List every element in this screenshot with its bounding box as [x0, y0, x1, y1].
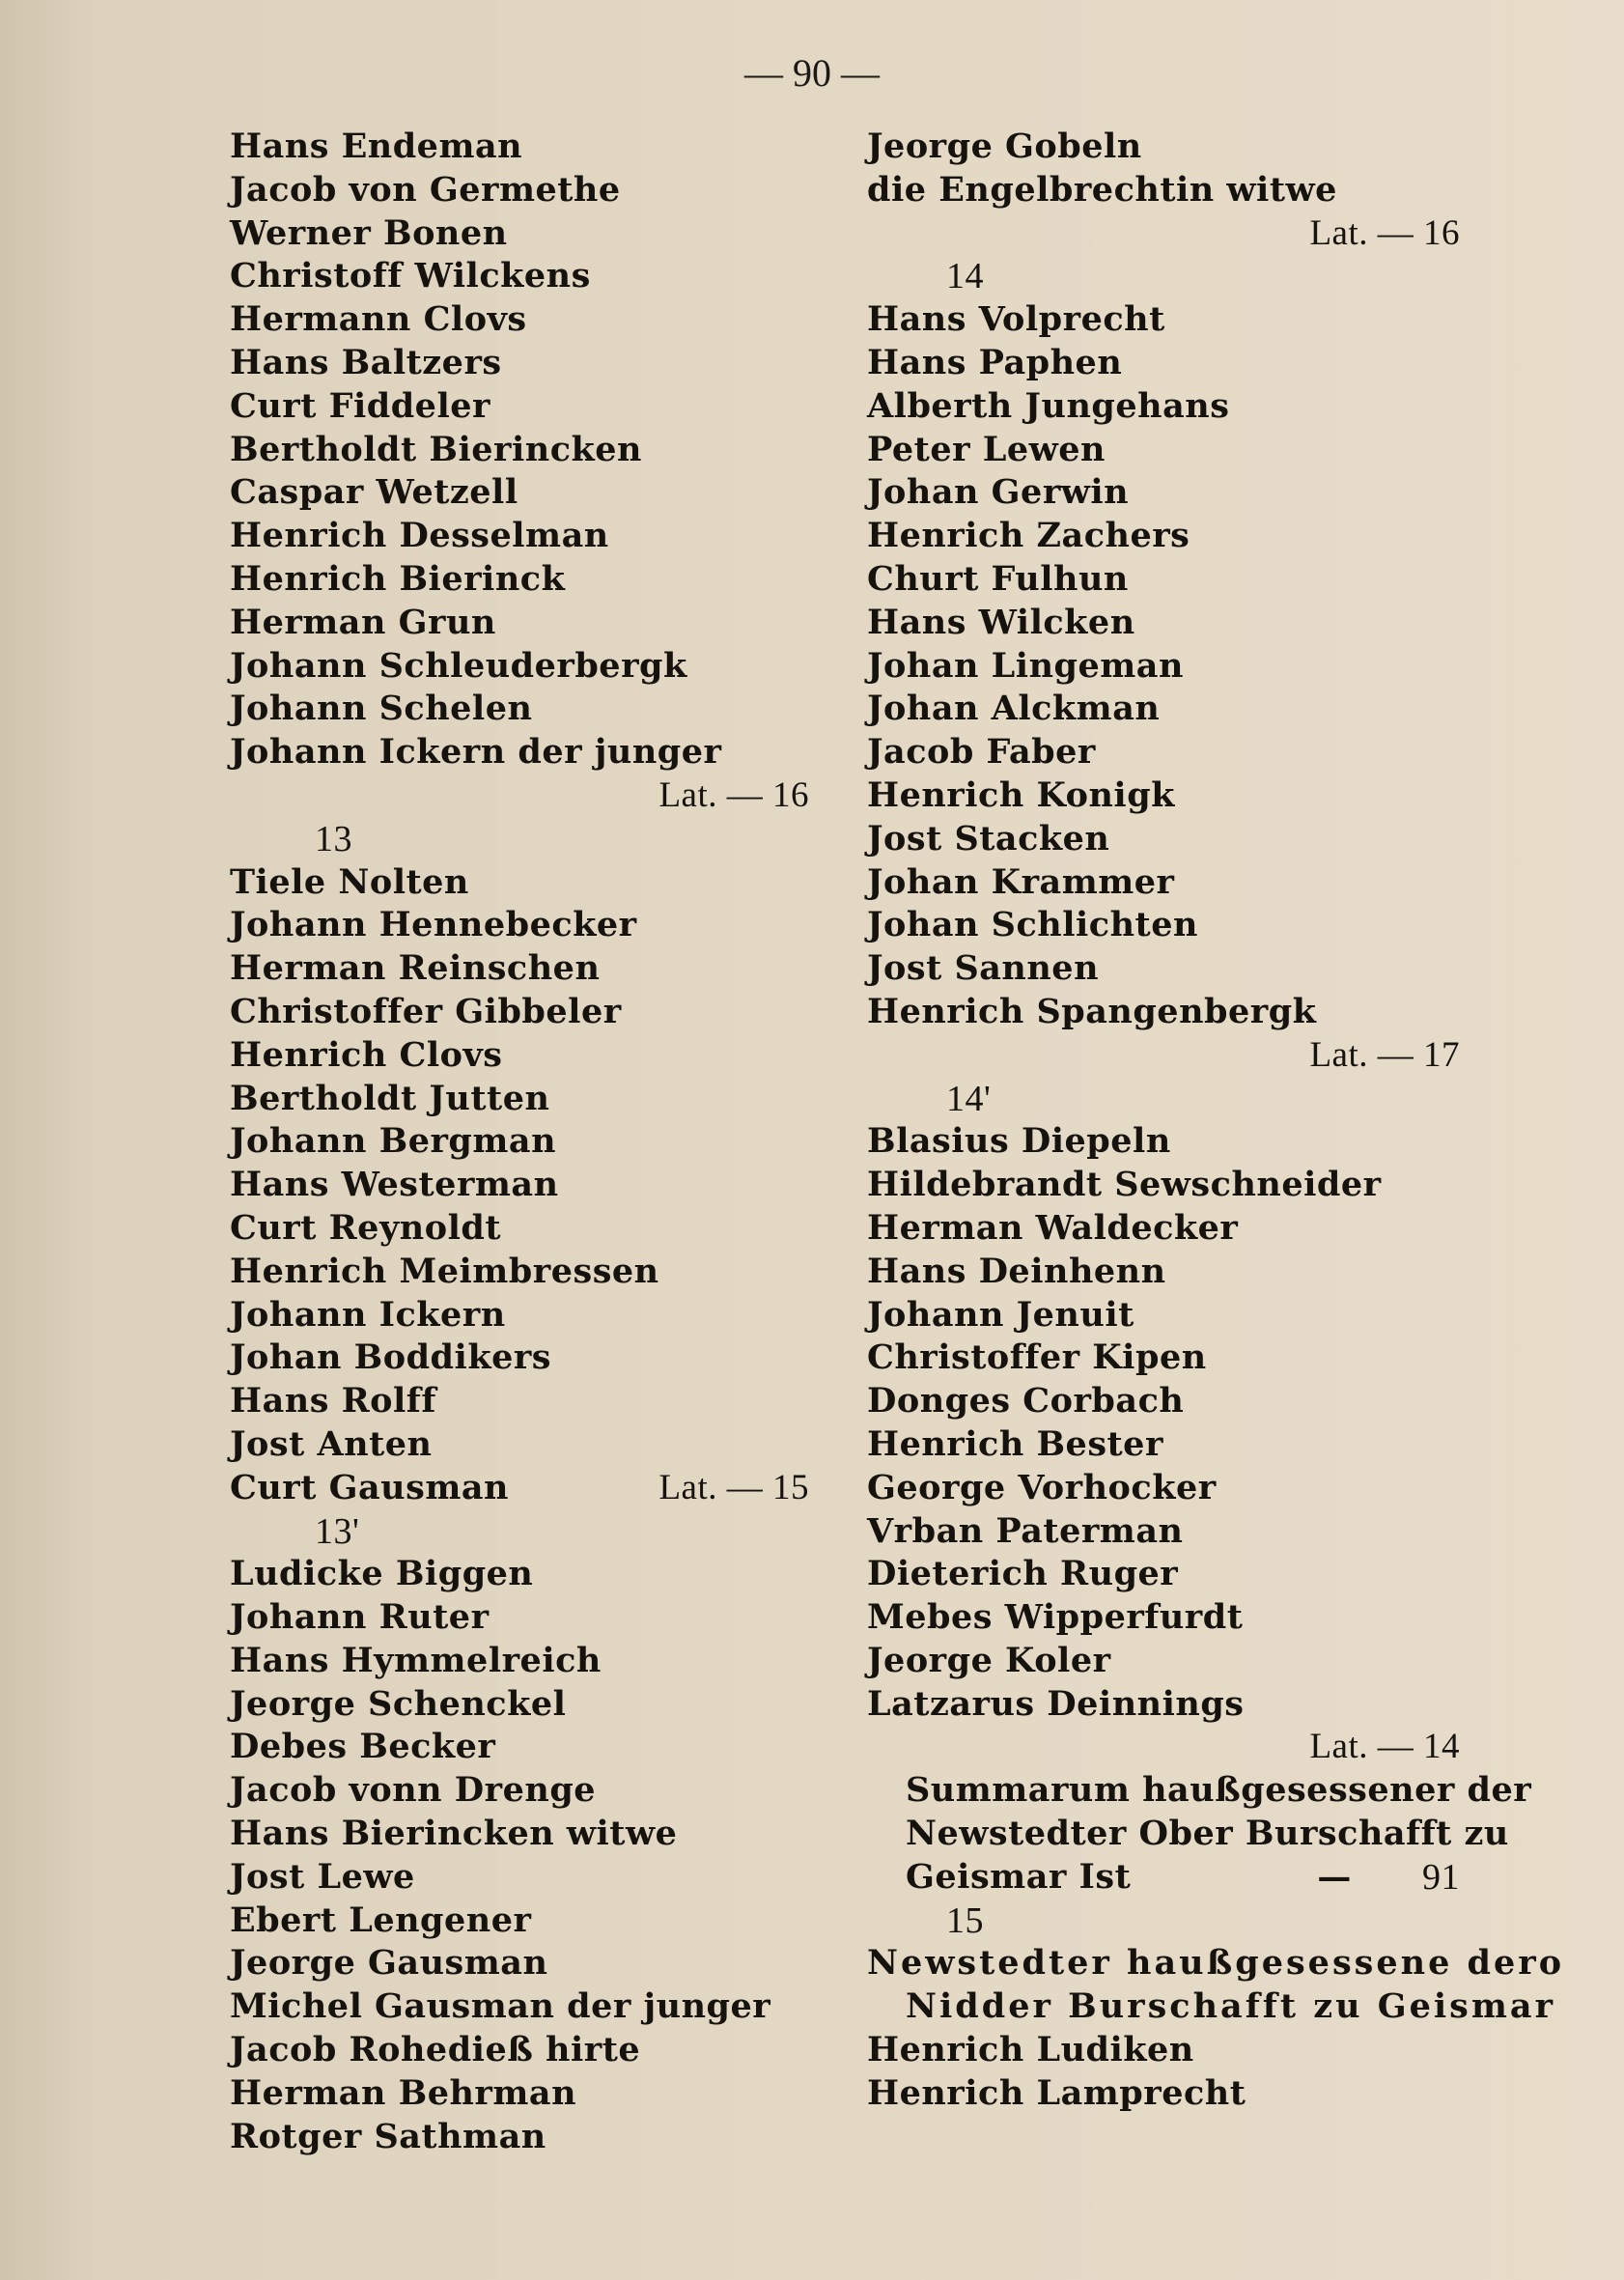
list-item: Bertholdt Jutten: [230, 1078, 550, 1118]
list-item: Donges Corbach: [867, 1381, 1185, 1421]
section-heading-13b: 13': [315, 1510, 360, 1552]
name-list-group-a: [230, 126, 809, 774]
list-item: Johan Krammer: [867, 861, 1175, 902]
section-heading-14: 14: [946, 256, 984, 297]
list-item: Dieterich Ruger: [867, 1554, 1179, 1594]
list-item: Johann Ruter: [230, 1597, 490, 1638]
list-item: Mebes Wipperfurdt: [867, 1597, 1244, 1638]
list-item: Ludicke Biggen: [230, 1554, 534, 1594]
list-item: Christoffer Kipen: [867, 1337, 1207, 1378]
list-item: Blasius Diepeln: [867, 1121, 1171, 1162]
list-item: Johan Lingeman: [867, 645, 1184, 686]
list-item: Churt Fulhun: [867, 558, 1129, 599]
right-column: [867, 126, 1565, 2116]
list-item: Henrich Zachers: [867, 516, 1190, 556]
section-heading-15: 15: [946, 1900, 984, 1941]
list-item-with-total: [230, 1467, 809, 1510]
list-item: Hermann Clovs: [230, 299, 527, 340]
summary-dash: —: [1317, 1856, 1352, 1897]
summary-block: [867, 1769, 1532, 1899]
summary-line: Summarum haußgesessener der: [906, 1770, 1532, 1811]
summary-total-line: [867, 1856, 1460, 1900]
list-item: Johan Boddikers: [230, 1337, 551, 1378]
list-item: Jeorge Koler: [867, 1640, 1111, 1680]
list-item: Johann Ickern der junger: [230, 732, 722, 773]
list-item: Ebert Lengener: [230, 1900, 532, 1940]
lat-total: Lat. — 16: [1309, 212, 1460, 253]
section-title: Nidder Burschafft zu Geismar: [906, 1986, 1556, 2027]
list-item: Curt Reynoldt: [230, 1207, 502, 1248]
list-item: Michel Gausman der junger: [230, 1986, 771, 2027]
list-item: Christoff Wilckens: [230, 256, 591, 296]
list-item: Jeorge Gobeln: [867, 127, 1142, 166]
page-number: — 90 —: [744, 51, 880, 95]
list-item: Werner Bonen: [230, 212, 508, 253]
list-item: Johann Ickern: [230, 1294, 506, 1335]
list-item: Jacob von Germethe: [230, 169, 621, 210]
list-item: Henrich Bester: [867, 1423, 1163, 1464]
list-item: Herman Behrman: [230, 2072, 577, 2113]
list-item: Jost Sannen: [867, 948, 1100, 989]
list-item: Hans Hymmelreich: [230, 1640, 602, 1680]
list-item: Hans Rolff: [230, 1381, 436, 1421]
list-item: Rotger Sathman: [230, 2116, 546, 2156]
list-item: Henrich Ludiken: [867, 2030, 1194, 2070]
name-list-group-15: [867, 2029, 1460, 2116]
list-item: Henrich Spangenbergk: [867, 991, 1317, 1031]
list-item: Debes Becker: [230, 1727, 496, 1767]
list-item: Johan Schlichten: [867, 905, 1198, 945]
section-title: Newstedter haußgesessene dero: [867, 1943, 1565, 1984]
lat-total: Lat. — 16: [658, 774, 809, 815]
list-item: Jeorge Gausman: [230, 1943, 548, 1984]
left-column: [230, 126, 809, 2158]
list-item: Hans Paphen: [867, 342, 1123, 382]
list-item: Henrich Bierinck: [230, 558, 566, 599]
list-item: Jacob Faber: [867, 732, 1096, 773]
list-item: Johann Schleuderbergk: [230, 645, 687, 686]
list-item: Herman Grun: [230, 602, 496, 642]
name-list-group-top: [867, 126, 1460, 212]
lat-total: Lat. — 14: [1309, 1727, 1460, 1767]
list-item: Hans Baltzers: [230, 342, 502, 382]
list-item: Latzarus Deinnings: [867, 1683, 1245, 1724]
summary-total: 91: [1422, 1856, 1460, 1898]
list-item: Caspar Wetzell: [230, 472, 518, 513]
section-heading-13: 13: [315, 818, 352, 859]
list-item: Johan Alckman: [867, 689, 1161, 729]
list-item: Johann Jenuit: [867, 1294, 1134, 1335]
list-item: Jost Stacken: [867, 818, 1110, 859]
list-item: Curt Gausman: [230, 1467, 509, 1507]
lat-total: Lat. — 15: [658, 1467, 809, 1507]
summary-line: Newstedter Ober Burschafft zu: [906, 1814, 1509, 1854]
summary-line: Geismar Ist: [906, 1856, 1132, 1897]
list-item: Herman Reinschen: [230, 948, 601, 989]
list-item: Bertholdt Bierincken: [230, 429, 642, 469]
list-item: Johann Bergman: [230, 1121, 557, 1162]
name-list-group-14: [867, 298, 1460, 1034]
list-item: Hans Bierincken witwe: [230, 1814, 678, 1854]
list-item: Henrich Konigk: [867, 774, 1175, 815]
list-item: Alberth Jungehans: [867, 385, 1230, 426]
list-item: Johan Gerwin: [867, 472, 1130, 513]
list-item: Jacob vonn Drenge: [230, 1770, 597, 1811]
list-item: Curt Fiddeler: [230, 385, 490, 426]
list-item: Hans Westerman: [230, 1165, 559, 1205]
section-heading-14b: 14': [946, 1078, 992, 1119]
list-item: Johann Hennebecker: [230, 905, 637, 945]
list-item: Henrich Lamprecht: [867, 2072, 1246, 2113]
name-list-group-13: [230, 861, 809, 1510]
list-item: Vrban Paterman: [867, 1510, 1184, 1551]
list-item: Hans Deinhenn: [867, 1251, 1166, 1291]
list-item: Christoffer Gibbeler: [230, 991, 622, 1031]
list-item: Henrich Clovs: [230, 1034, 503, 1075]
list-item: Hildebrandt Sewschneider: [867, 1165, 1382, 1205]
list-item: Henrich Meimbressen: [230, 1251, 659, 1291]
list-item: Tiele Nolten: [230, 861, 469, 902]
list-item: Herman Waldecker: [867, 1207, 1239, 1248]
list-item: Henrich Desselman: [230, 516, 609, 556]
lat-total: Lat. — 17: [1309, 1034, 1460, 1075]
list-item: Hans Endeman: [230, 127, 523, 166]
list-item: Johann Schelen: [230, 689, 533, 729]
list-item: Jost Anten: [230, 1423, 433, 1464]
list-item: Hans Wilcken: [867, 602, 1135, 642]
list-item: Jost Lewe: [230, 1856, 415, 1897]
list-item: Jeorge Schenckel: [230, 1683, 567, 1724]
list-item: die Engelbrechtin witwe: [867, 169, 1337, 210]
name-list-group-13b: [230, 1553, 809, 2158]
list-item: Peter Lewen: [867, 429, 1106, 469]
list-item: Jacob Rohedieß hirte: [230, 2030, 641, 2070]
list-item: Hans Volprecht: [867, 299, 1165, 340]
list-item: George Vorhocker: [867, 1467, 1217, 1507]
name-list-group-14b: [867, 1120, 1460, 1726]
